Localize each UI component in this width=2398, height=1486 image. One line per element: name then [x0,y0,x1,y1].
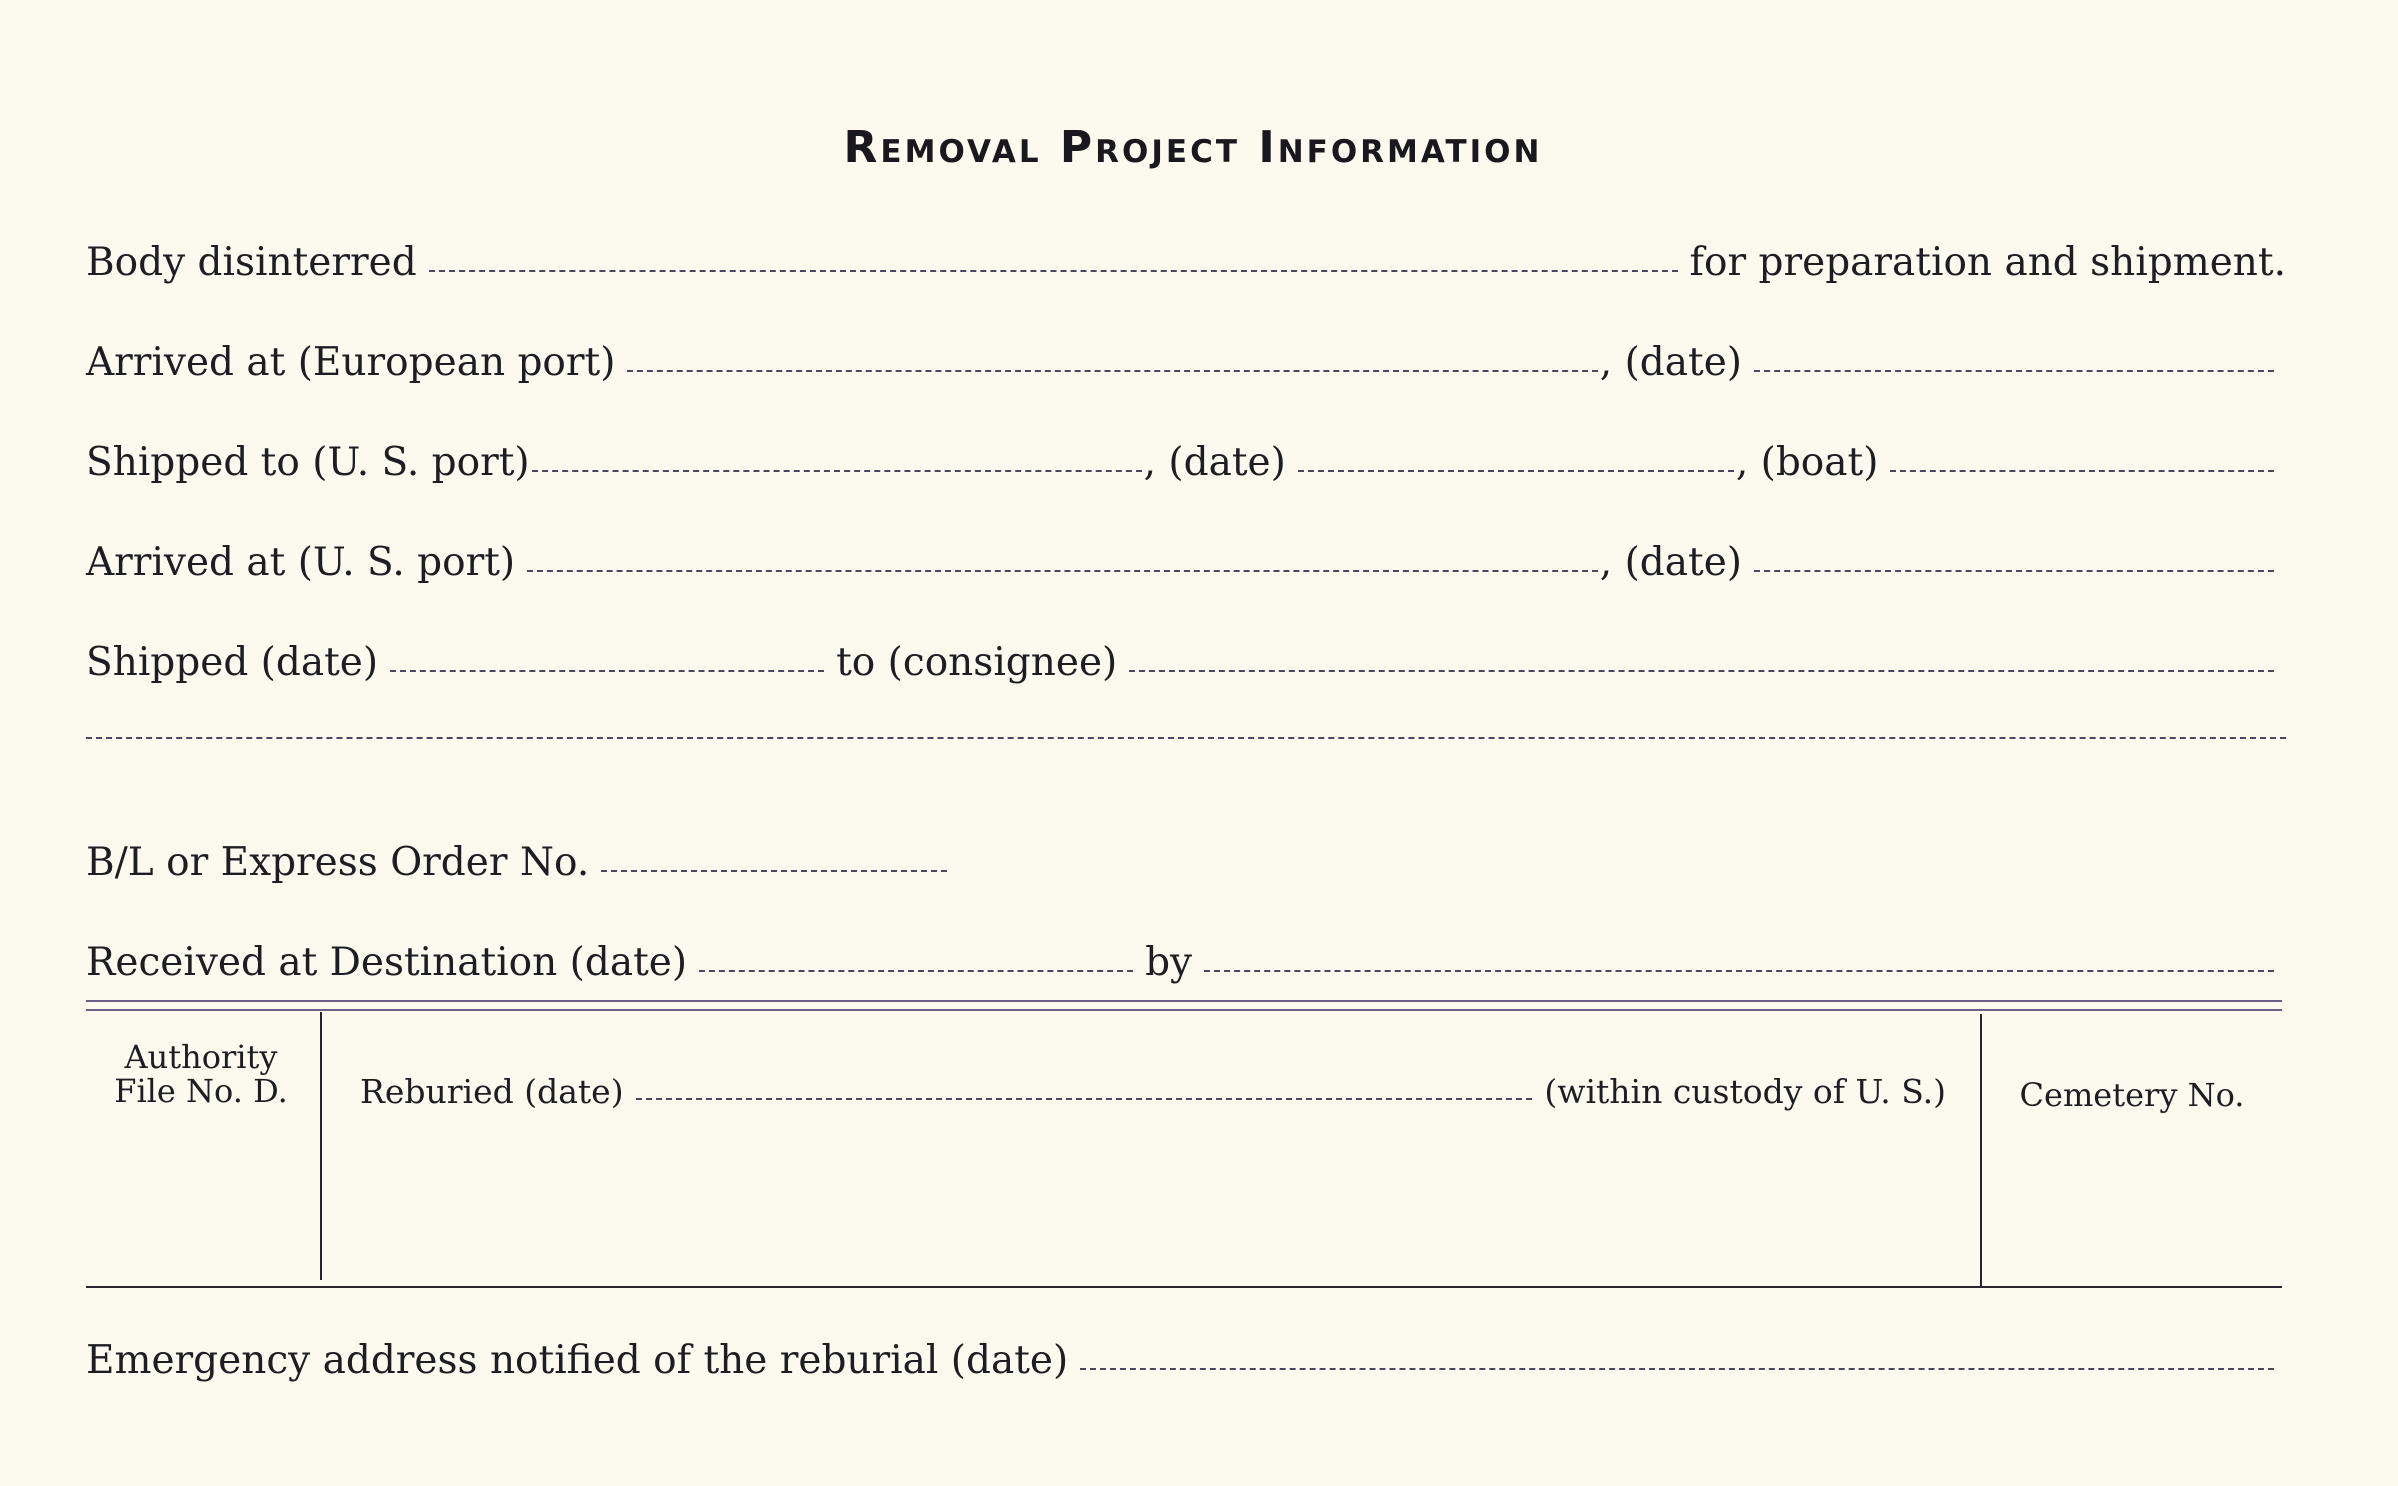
row-body-disinterred [86,240,2286,285]
arrived-us-port-field[interactable] [527,570,1598,572]
top-rule-1 [86,1000,2282,1002]
bl-express-order-label: B/L or Express Order No. [86,840,590,885]
row-arrived-us-port [86,540,2286,585]
bl-express-order-field[interactable] [601,870,947,872]
shipped-date-label: Shipped (date) [86,640,379,685]
boat-field[interactable] [1890,470,2274,472]
box-bottom-rule [86,1286,2282,1288]
custody-label: (within custody of U. S.) [1544,1072,1946,1111]
box-divider-left [320,1012,322,1280]
top-rule-2 [86,1009,2282,1011]
row-emergency-address [86,1338,2286,1383]
arrived-us-date-field[interactable] [1754,570,2274,572]
shipped-us-date-field[interactable] [1298,470,1734,472]
box-divider-right [1980,1014,1982,1286]
row-received-destination [86,940,2286,985]
us-port-field[interactable] [532,470,1142,472]
row-shipped-us-port [86,440,2286,485]
authority-file-cell [90,1040,312,1108]
european-port-field[interactable] [627,370,1597,372]
body-disinterred-field[interactable] [429,270,1678,272]
cemetery-no-cell [1990,1078,2274,1112]
shipped-us-port-label: Shipped to (U. S. port) [86,440,530,485]
shipped-boat-label: , (boat) [1735,440,1879,485]
row-consignee-continued [86,740,2286,742]
preparation-shipment-label: for preparation and shipment. [1689,240,2286,285]
consignee-label: to (consignee) [836,640,1118,685]
form-title: Removal Project Information [843,122,1543,173]
authority-label: Authority [124,1038,278,1076]
european-date-field[interactable] [1754,370,2274,372]
row-arrived-european-port [86,340,2286,385]
reburied-row [360,1072,1946,1111]
emergency-address-label: Emergency address notified of the reburial (date) [86,1338,1069,1383]
received-by-label: by [1145,940,1193,985]
cemetery-no-label: Cemetery No. [2019,1076,2245,1114]
received-destination-label: Received at Destination (date) [86,940,688,985]
shipped-date-field[interactable] [390,670,824,672]
emergency-date-field[interactable] [1080,1368,2274,1370]
arrived-european-date-label: , (date) [1599,340,1742,385]
reburied-date-field[interactable] [636,1098,1533,1100]
body-disinterred-label: Body disinterred [86,240,417,285]
arrived-us-date-label: , (date) [1599,540,1742,585]
received-date-field[interactable] [699,970,1133,972]
row-shipped-consignee [86,640,2286,685]
consignee-continued-field[interactable] [86,737,2286,739]
arrived-european-port-label: Arrived at (European port) [86,340,616,385]
file-no-label: File No. D. [114,1072,288,1110]
arrived-us-port-label: Arrived at (U. S. port) [86,540,516,585]
received-by-field[interactable] [1204,970,2274,972]
row-bl-express-order [86,840,2286,885]
reburied-date-label: Reburied (date) [360,1072,624,1111]
shipped-us-date-label: , (date) [1143,440,1286,485]
consignee-field[interactable] [1129,670,2274,672]
